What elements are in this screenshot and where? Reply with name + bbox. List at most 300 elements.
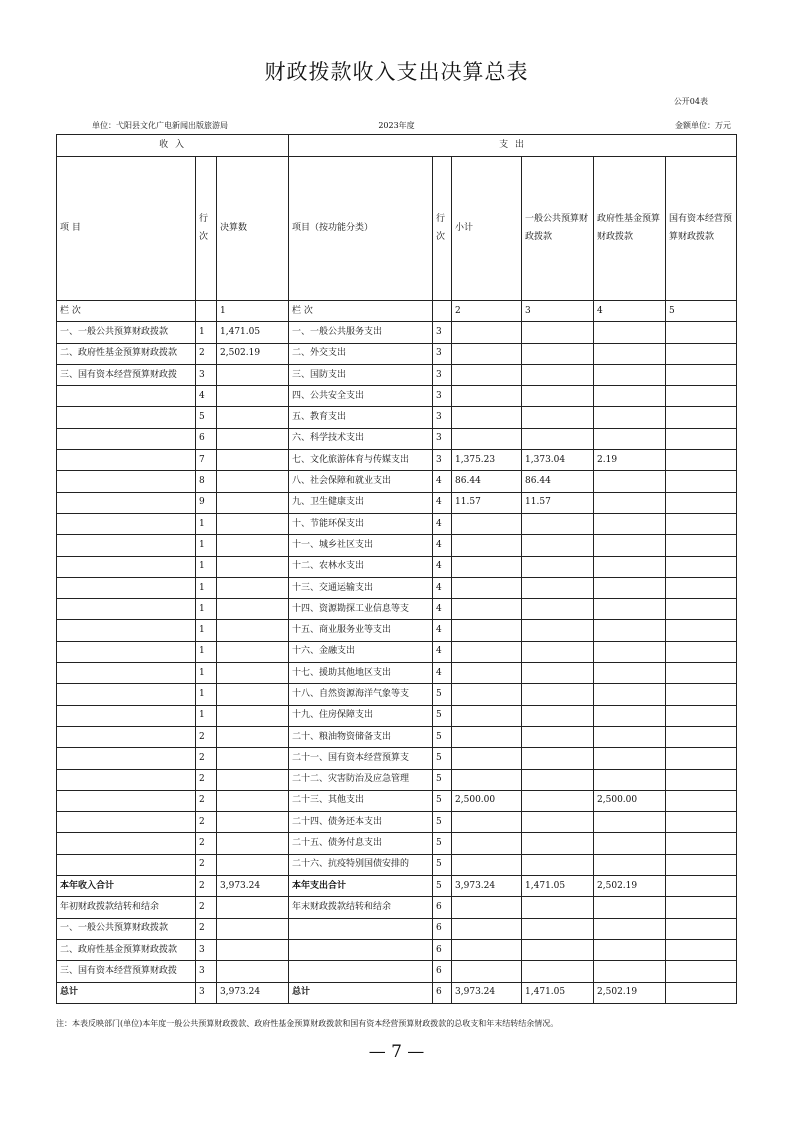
table-row	[57, 663, 737, 684]
table-row	[57, 577, 737, 598]
cell	[594, 833, 666, 854]
cell	[666, 854, 737, 875]
form-number: 公开04表	[673, 97, 708, 106]
table-row	[57, 471, 737, 492]
cell: 6	[433, 939, 452, 960]
cell: 一、一般公共服务支出	[289, 322, 433, 343]
table-row	[57, 641, 737, 662]
cell: 5	[433, 748, 452, 769]
cell	[452, 748, 522, 769]
cell	[57, 407, 196, 428]
cell	[57, 726, 196, 747]
cell: 十一、城乡社区支出	[289, 535, 433, 556]
cell: 5	[433, 812, 452, 833]
cell	[57, 790, 196, 811]
item-header: 项 目	[57, 157, 196, 301]
cell: 二十三、其他支出	[289, 790, 433, 811]
cell: 3	[196, 982, 217, 1003]
cell	[217, 535, 289, 556]
cell	[452, 897, 522, 918]
cell: 二、政府性基金预算财政拨款	[57, 343, 196, 364]
cell	[452, 556, 522, 577]
cell	[594, 620, 666, 641]
cell	[217, 684, 289, 705]
table-row	[57, 769, 737, 790]
cell	[666, 364, 737, 385]
cell	[57, 599, 196, 620]
cell	[594, 535, 666, 556]
cell: 6	[196, 428, 217, 449]
cell	[594, 322, 666, 343]
column-header-row	[57, 157, 737, 301]
cell: 86.44	[522, 471, 594, 492]
cell	[452, 513, 522, 534]
cell	[522, 769, 594, 790]
cell	[594, 599, 666, 620]
cell: 十九、住房保障支出	[289, 705, 433, 726]
cell: 二十五、债务付息支出	[289, 833, 433, 854]
cell	[666, 748, 737, 769]
line-header-2: 行次	[433, 157, 452, 301]
cell	[57, 748, 196, 769]
cell: 3,973.24	[452, 982, 522, 1003]
cell: 5	[433, 876, 452, 897]
cell	[594, 343, 666, 364]
budget-table	[56, 134, 737, 1004]
footnote: 注：本表反映部门(单位)本年度一般公共预算财政拨款、政府性基金预算财政拨款和国有资本经营预算财政拨款的总收支和年末结转结余情况。	[56, 1019, 559, 1028]
cell: 11.57	[522, 492, 594, 513]
cell	[594, 428, 666, 449]
cell: 二、外交支出	[289, 343, 433, 364]
table-row	[57, 407, 737, 428]
report-year: 2023年度	[378, 121, 415, 130]
cell: 十二、农林水支出	[289, 556, 433, 577]
cell	[452, 620, 522, 641]
cell: 二、政府性基金预算财政拨款	[57, 939, 196, 960]
cell	[217, 513, 289, 534]
cell: 3,973.24	[452, 876, 522, 897]
cell: 5	[433, 790, 452, 811]
cell	[217, 471, 289, 492]
line-header: 行次	[196, 157, 217, 301]
cell: 9	[196, 492, 217, 513]
cell: 三、国防支出	[289, 364, 433, 385]
cell	[522, 961, 594, 982]
cell: 2	[196, 790, 217, 811]
cell: 5	[433, 833, 452, 854]
cell: 4	[433, 492, 452, 513]
final-amount-header: 决算数	[217, 157, 289, 301]
cell: 2	[196, 343, 217, 364]
table-row	[57, 556, 737, 577]
cell	[594, 663, 666, 684]
cell: 6	[433, 982, 452, 1003]
table-row	[57, 684, 737, 705]
expense-header: 支 出	[289, 135, 737, 157]
table-row	[57, 386, 737, 407]
cell	[594, 556, 666, 577]
cell	[594, 748, 666, 769]
cell: 2	[196, 748, 217, 769]
cell	[594, 577, 666, 598]
cell: 3	[196, 364, 217, 385]
cell	[57, 450, 196, 471]
cell	[666, 663, 737, 684]
cell: 1	[196, 663, 217, 684]
cell	[522, 641, 594, 662]
cell: 本年支出合计	[289, 876, 433, 897]
cell	[217, 939, 289, 960]
cell	[57, 769, 196, 790]
cell: 5	[433, 769, 452, 790]
cell: 1	[196, 620, 217, 641]
cell	[57, 833, 196, 854]
cell	[666, 577, 737, 598]
cell: 2	[196, 854, 217, 875]
cell	[452, 684, 522, 705]
cell	[452, 641, 522, 662]
cell	[666, 684, 737, 705]
table-row	[57, 513, 737, 534]
cell	[217, 386, 289, 407]
cell: 4	[594, 301, 666, 322]
cell: 2,500.00	[452, 790, 522, 811]
cell	[522, 407, 594, 428]
cell	[666, 812, 737, 833]
cell: 11.57	[452, 492, 522, 513]
table-row	[57, 599, 737, 620]
table-row	[57, 918, 737, 939]
cell	[452, 939, 522, 960]
cell	[522, 812, 594, 833]
cell: 5	[433, 684, 452, 705]
cell: 5	[433, 854, 452, 875]
cell	[522, 705, 594, 726]
cell: 1	[196, 322, 217, 343]
cell	[452, 726, 522, 747]
cell: 2,500.00	[594, 790, 666, 811]
cell: 3	[522, 301, 594, 322]
cell: 五、教育支出	[289, 407, 433, 428]
cell	[289, 961, 433, 982]
cell	[217, 450, 289, 471]
cell	[452, 322, 522, 343]
cell	[217, 726, 289, 747]
cell: 1	[196, 684, 217, 705]
cell: 3	[433, 343, 452, 364]
reporting-unit: 单位：弋阳县文化广电新闻出版旅游局	[92, 121, 228, 130]
cell	[217, 897, 289, 918]
page-title: 财政拨款收入支出决算总表	[264, 60, 529, 84]
cell: 八、社会保障和就业支出	[289, 471, 433, 492]
page-number: — 7 —	[368, 1042, 425, 1062]
table-row	[57, 343, 737, 364]
cell	[217, 492, 289, 513]
cell	[522, 790, 594, 811]
cell	[57, 663, 196, 684]
cell	[594, 961, 666, 982]
cell	[666, 939, 737, 960]
cell	[57, 854, 196, 875]
cell	[57, 577, 196, 598]
table-row	[57, 812, 737, 833]
cell	[452, 428, 522, 449]
cell: 二十一、国有资本经营预算支	[289, 748, 433, 769]
cell: 总计	[57, 982, 196, 1003]
cell	[594, 684, 666, 705]
cell	[217, 769, 289, 790]
cell	[522, 897, 594, 918]
table-row	[57, 364, 737, 385]
cell	[452, 854, 522, 875]
cell	[522, 918, 594, 939]
cell: 1,373.04	[522, 450, 594, 471]
table-row	[57, 854, 737, 875]
cell: 七、文化旅游体育与传媒支出	[289, 450, 433, 471]
amount-unit: 金额单位：万元	[675, 121, 731, 130]
cell	[452, 364, 522, 385]
cell	[217, 641, 289, 662]
table-row	[57, 535, 737, 556]
cell: 8	[196, 471, 217, 492]
cell: 1	[217, 301, 289, 322]
cell: 5	[433, 726, 452, 747]
table-row	[57, 450, 737, 471]
cell	[522, 428, 594, 449]
cell	[522, 939, 594, 960]
cell	[666, 407, 737, 428]
cell: 2	[196, 812, 217, 833]
cell	[452, 918, 522, 939]
cell	[522, 386, 594, 407]
cell	[666, 726, 737, 747]
cell	[57, 641, 196, 662]
table-row	[57, 790, 737, 811]
cell	[217, 556, 289, 577]
cell	[594, 641, 666, 662]
cell: 3,973.24	[217, 876, 289, 897]
cell: 1,375.23	[452, 450, 522, 471]
general-budget-header: 一般公共预算财政拨款	[522, 157, 594, 301]
cell	[594, 812, 666, 833]
cell: 十八、自然资源海洋气象等支	[289, 684, 433, 705]
table-row	[57, 428, 737, 449]
cell	[217, 407, 289, 428]
section-header-row	[57, 135, 737, 157]
cell	[452, 705, 522, 726]
cell: 3	[433, 386, 452, 407]
cell	[522, 620, 594, 641]
cell	[666, 918, 737, 939]
cell: 1	[196, 535, 217, 556]
cell	[594, 897, 666, 918]
cell	[666, 790, 737, 811]
cell	[57, 428, 196, 449]
cell	[522, 854, 594, 875]
cell	[217, 748, 289, 769]
cell: 2,502.19	[594, 876, 666, 897]
cell	[522, 556, 594, 577]
cell: 1,471.05	[522, 876, 594, 897]
cell	[57, 684, 196, 705]
cell: 3	[433, 450, 452, 471]
cell	[594, 939, 666, 960]
cell	[217, 663, 289, 684]
cell: 5	[433, 705, 452, 726]
cell	[522, 513, 594, 534]
cell: 十三、交通运输支出	[289, 577, 433, 598]
cell	[57, 812, 196, 833]
cell: 2	[196, 726, 217, 747]
cell	[522, 726, 594, 747]
table-row	[57, 705, 737, 726]
cell: 总计	[289, 982, 433, 1003]
cell	[57, 492, 196, 513]
cell	[666, 961, 737, 982]
cell: 2,502.19	[594, 982, 666, 1003]
cell: 86.44	[452, 471, 522, 492]
cell: 年末财政拨款结转和结余	[289, 897, 433, 918]
cell	[522, 684, 594, 705]
cell: 4	[433, 471, 452, 492]
cell: 2.19	[594, 450, 666, 471]
cell	[666, 471, 737, 492]
cell: 1	[196, 556, 217, 577]
cell	[217, 961, 289, 982]
cell	[452, 386, 522, 407]
cell	[452, 577, 522, 598]
cell: 栏 次	[289, 301, 433, 322]
cell	[57, 386, 196, 407]
cell	[594, 769, 666, 790]
table-row	[57, 322, 737, 343]
cell: 4	[433, 513, 452, 534]
cell: 1	[196, 641, 217, 662]
cell	[217, 620, 289, 641]
cell: 3	[196, 939, 217, 960]
cell	[452, 961, 522, 982]
cell	[666, 599, 737, 620]
state-capital-header: 国有资本经营预算财政拨款	[666, 157, 737, 301]
cell: 六、科学技术支出	[289, 428, 433, 449]
cell	[452, 663, 522, 684]
cell: 2,502.19	[217, 343, 289, 364]
cell: 1	[196, 705, 217, 726]
cell: 年初财政拨款结转和结余	[57, 897, 196, 918]
cell: 三、国有资本经营预算财政拨	[57, 961, 196, 982]
cell	[217, 577, 289, 598]
cell: 九、卫生健康支出	[289, 492, 433, 513]
cell: 2	[196, 769, 217, 790]
cell	[522, 599, 594, 620]
cell	[57, 513, 196, 534]
cell: 3	[433, 364, 452, 385]
cell	[196, 301, 217, 322]
cell: 4	[433, 663, 452, 684]
cell	[666, 833, 737, 854]
cell: 3	[433, 428, 452, 449]
cell: 1	[196, 577, 217, 598]
cell: 1	[196, 599, 217, 620]
cell	[594, 705, 666, 726]
cell	[522, 364, 594, 385]
cell	[522, 833, 594, 854]
cell: 5	[196, 407, 217, 428]
cell: 2	[196, 876, 217, 897]
cell	[217, 854, 289, 875]
cell: 6	[433, 961, 452, 982]
cell: 十四、资源勘探工业信息等支	[289, 599, 433, 620]
table-row	[57, 876, 737, 897]
cell	[522, 343, 594, 364]
cell: 6	[433, 897, 452, 918]
cell	[522, 748, 594, 769]
cell	[666, 876, 737, 897]
cell	[522, 663, 594, 684]
cell	[666, 322, 737, 343]
cell: 2	[196, 897, 217, 918]
cell: 1	[196, 513, 217, 534]
subtotal-header: 小计	[452, 157, 522, 301]
cell	[452, 343, 522, 364]
cell: 4	[196, 386, 217, 407]
table-row	[57, 492, 737, 513]
cell: 4	[433, 599, 452, 620]
cell	[594, 513, 666, 534]
table-row	[57, 897, 737, 918]
cell: 二十四、债务还本支出	[289, 812, 433, 833]
column-number-row	[57, 301, 737, 322]
cell	[666, 450, 737, 471]
cell	[217, 918, 289, 939]
cell	[522, 322, 594, 343]
cell: 4	[433, 556, 452, 577]
table-row	[57, 939, 737, 960]
cell	[666, 769, 737, 790]
cell: 2	[196, 918, 217, 939]
cell	[666, 897, 737, 918]
cell	[666, 620, 737, 641]
table-row	[57, 833, 737, 854]
cell	[452, 833, 522, 854]
cell	[666, 641, 737, 662]
table-row	[57, 726, 737, 747]
cell	[57, 471, 196, 492]
cell	[217, 790, 289, 811]
cell	[57, 705, 196, 726]
cell: 2	[452, 301, 522, 322]
cell	[217, 364, 289, 385]
cell	[522, 535, 594, 556]
cell	[666, 982, 737, 1003]
cell: 二十六、抗疫特别国债安排的	[289, 854, 433, 875]
cell	[594, 386, 666, 407]
gov-fund-header: 政府性基金预算财政拨款	[594, 157, 666, 301]
cell	[666, 386, 737, 407]
cell	[57, 535, 196, 556]
cell	[594, 364, 666, 385]
cell	[57, 556, 196, 577]
cell: 一、一般公共预算财政拨款	[57, 322, 196, 343]
cell	[594, 492, 666, 513]
cell: 十五、商业服务业等支出	[289, 620, 433, 641]
cell: 三、国有资本经营预算财政拨	[57, 364, 196, 385]
cell	[666, 492, 737, 513]
cell	[594, 854, 666, 875]
table-row	[57, 620, 737, 641]
cell	[594, 918, 666, 939]
cell: 二十二、灾害防治及应急管理	[289, 769, 433, 790]
